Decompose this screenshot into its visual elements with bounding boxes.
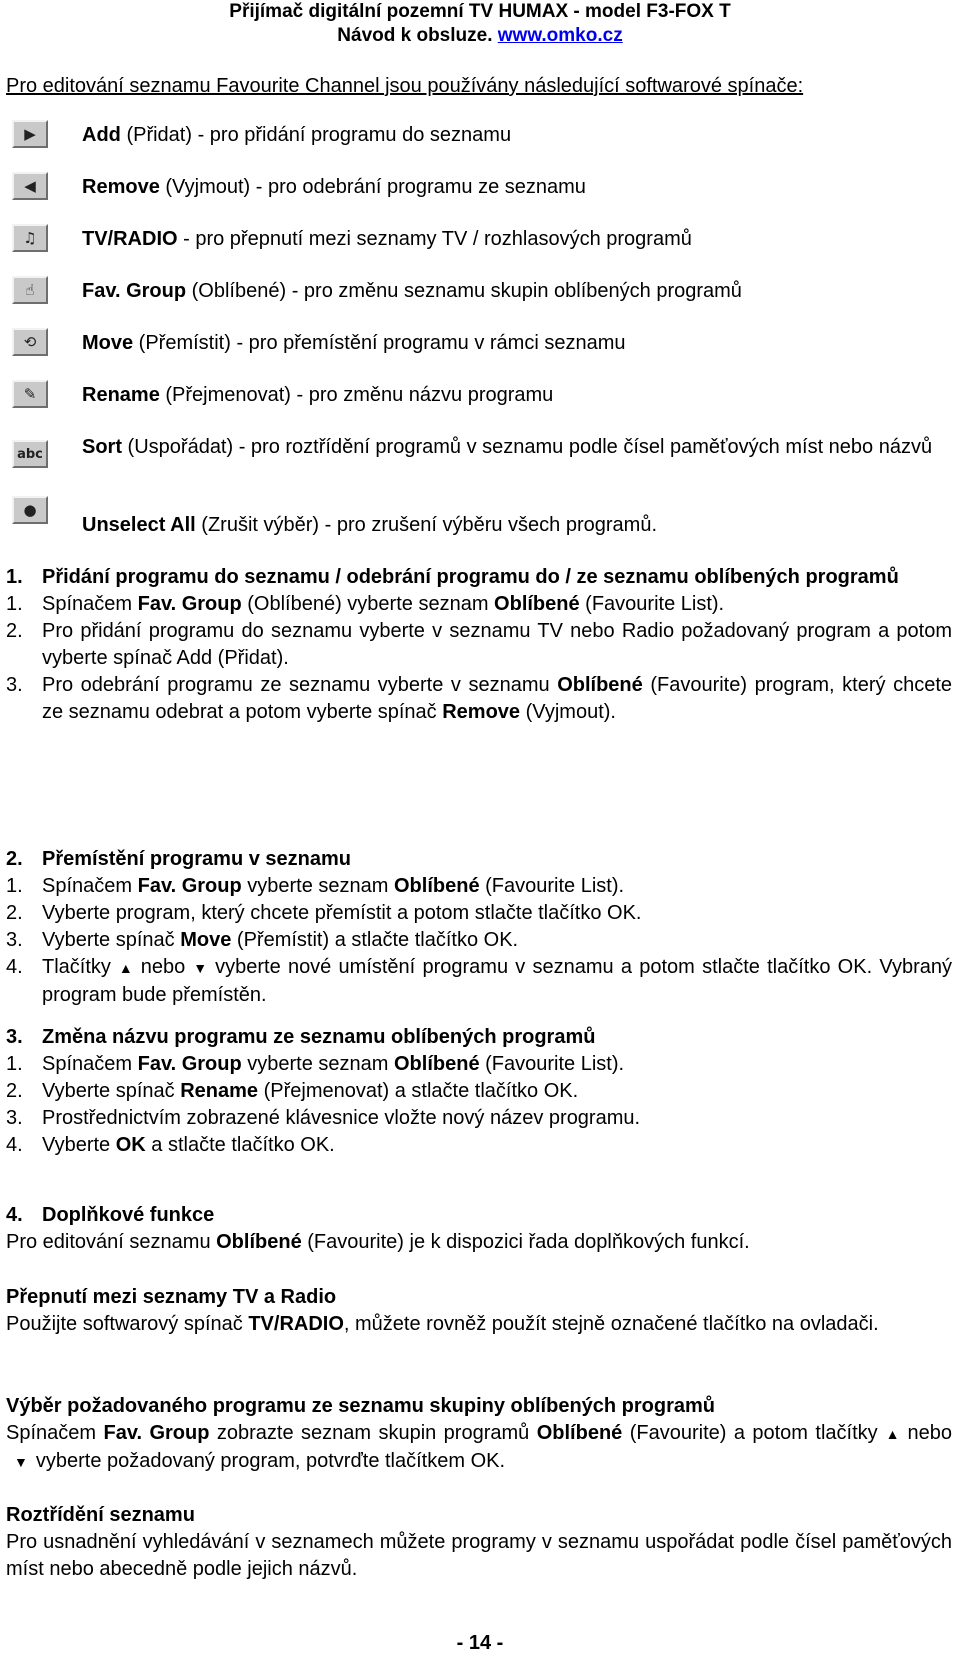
header-subtitle [0,24,960,48]
intro-text: Pro editování seznamu Favourite Channel jsou používány následující softwarové spínače: [6,75,804,97]
text: (Favourite) a potom tlačítky [622,1422,878,1444]
text: vyberte nové umístění programu v seznamu a potom stlačte tlačítko OK. Vybraný program bude přemístěn. [42,956,952,1006]
text: a stlačte tlačítko OK. [145,1134,335,1156]
switch-desc: (Přidat) - pro přidání programu do seznamu [120,124,512,146]
play-right-icon: ▶ [12,120,48,148]
switch-desc: (Oblíbené) - pro změnu seznamu skupin oblíbených programů [186,280,742,302]
text-bold: Fav. Group [137,1053,242,1075]
text: (Favourite List). [479,1053,625,1075]
text-bold: Oblíbené [557,674,643,696]
person-icon: ● [12,496,48,524]
section-title: Přidání programu do seznamu / odebrání programu do / ze seznamu oblíbených programů [42,566,899,588]
text-bold: Oblíbené [394,875,480,897]
up-arrow-icon: ▲ [118,960,133,976]
switch-name: Unselect All [82,514,196,536]
text: zobrazte seznam skupin programů [209,1422,537,1444]
paragraph [6,1311,952,1338]
down-arrow-icon: ▼ [14,1454,28,1470]
section-number: 2. [6,848,23,870]
item-number: 3. [6,1107,23,1129]
section-2-heading [6,846,952,873]
subsection-sort [6,1502,952,1583]
list-item [6,618,952,672]
subsection-title: Přepnutí mezi seznamy TV a Radio [6,1286,337,1308]
text: (Favourite List). [579,593,725,615]
text: Vyberte spínač [42,1080,181,1102]
section-2 [6,846,952,1009]
up-arrow-icon: ▲ [885,1426,900,1442]
list-item [6,900,952,927]
section-title: Přemístění programu v seznamu [42,848,351,870]
page-number: - 14 - [456,1632,504,1654]
text-bold: Oblíbené [494,593,580,615]
text-bold: Oblíbené [394,1053,480,1075]
switch-desc: (Přejmenovat) - pro změnu názvu programu [159,384,554,406]
switch-item-rename [82,382,952,409]
list-item [6,927,952,954]
item-number: 3. [6,674,23,696]
text: Tlačítky [42,956,111,978]
text-bold: Fav. Group [103,1422,210,1444]
down-arrow-icon: ▼ [193,960,208,976]
switch-item-unselect-all [82,512,952,539]
subsection-title: Výběr požadovaného programu ze seznamu skupiny oblíbených programů [6,1395,716,1417]
list-item [6,1105,952,1132]
music-note-icon: ♫ [12,224,48,252]
section-number: 1. [6,566,23,588]
text: Spínačem [42,1053,138,1075]
switch-name: TV/RADIO [82,228,178,250]
section-1-heading [6,564,952,591]
text-bold: Oblíbené [216,1231,302,1253]
section-title: Změna názvu programu ze seznamu oblíbených programů [42,1026,596,1048]
text-bold: Remove [442,701,521,723]
text: Spínačem [42,593,138,615]
section-number: 3. [6,1026,23,1048]
switch-item-fav-group [82,278,952,305]
switch-desc: (Uspořádat) - pro roztřídění programů v seznamu podle čísel paměťových míst nebo názvů [122,436,933,458]
item-number: 1. [6,593,23,615]
header-title: Přijímač digitální pozemní TV HUMAX - model F3-FOX T [229,1,731,22]
item-number: 3. [6,929,23,951]
switch-desc: (Zrušit výběr) - pro zrušení výběru všech programů. [195,514,658,536]
text-bold: TV/RADIO [248,1313,344,1335]
paragraph: Pro usnadnění vyhledávání v seznamech můžete programy v seznamu uspořádat podle čísel paměťových míst nebo abecedně podle jejich názvů. [6,1531,952,1580]
text: Pro odebrání programu ze seznamu vyberte v seznamu [42,674,558,696]
switch-item-sort [82,434,952,461]
switch-desc: - pro přepnutí mezi seznamy TV / rozhlasových programů [177,228,692,250]
text: vyberte seznam [241,1053,394,1075]
text: , můžete rovněž použít stejně označené tlačítko na ovladači. [343,1313,879,1335]
text: Pro přidání programu do seznamu vyberte v seznamu TV nebo Radio požadovaný program a potom vyberte spínač Add (Přidat). [42,620,952,669]
text-bold: Move [180,929,232,951]
hand-folder-icon: ☝ [12,276,48,304]
switch-item-tv-radio [82,226,952,253]
switch-desc: (Přemístit) - pro přemístění programu v rámci seznamu [133,332,626,354]
item-number: 2. [6,620,23,642]
text: Pro editování seznamu [6,1231,217,1253]
list-item [6,873,952,900]
paragraph [6,1420,952,1476]
play-left-icon: ◀ [12,172,48,200]
move-arrows-icon: ⟲ [12,328,48,356]
paragraph [6,1229,952,1256]
switch-name: Add [82,124,121,146]
section-3 [6,1024,952,1159]
switch-name: Sort [82,436,122,458]
subsection-tv-radio [6,1284,952,1338]
list-item [6,1078,952,1105]
text: Vyberte [42,1134,116,1156]
section-1 [6,564,952,726]
section-4 [6,1202,952,1256]
text: Vyberte program, který chcete přemístit a potom stlačte tlačítko OK. [42,902,642,924]
text: Prostřednictvím zobrazené klávesnice vložte nový název programu. [42,1107,641,1129]
section-3-heading [6,1024,952,1051]
item-number: 4. [6,1134,23,1156]
text-bold: Oblíbené [536,1422,623,1444]
pencil-icon: ✎ [12,380,48,408]
text: (Favourite List). [479,875,625,897]
section-title: Doplňkové funkce [42,1204,215,1226]
text: vyberte seznam [241,875,394,897]
text: Spínačem [6,1422,104,1444]
page-header [0,0,960,48]
item-number: 1. [6,875,23,897]
switch-item-move [82,330,952,357]
text-bold: OK [115,1134,146,1156]
text: (Přemístit) a stlačte tlačítko OK. [231,929,519,951]
switch-name: Remove [82,176,160,198]
switch-item-add [82,122,952,149]
list-item [6,1051,952,1078]
list-item [6,591,952,618]
list-item [6,672,952,726]
text: vyberte požadovaný program, potvrďte tlačítkem OK. [35,1450,506,1472]
list-item [6,954,952,1009]
section-number: 4. [6,1204,23,1226]
text: Použijte softwarový spínač [6,1313,249,1335]
abc-icon: abc [12,440,48,468]
text: (Favourite) program, který chcete ze seznamu odebrat a potom vyberte spínač [42,674,952,723]
text-bold: Fav. Group [137,875,242,897]
item-number: 4. [6,956,23,978]
item-number: 2. [6,1080,23,1102]
switch-name: Fav. Group [82,280,187,302]
section-4-heading [6,1202,952,1229]
switch-item-remove [82,174,952,201]
text: Vyberte spínač [42,929,181,951]
switch-name: Rename [82,384,160,406]
list-item [6,1132,952,1159]
subsection-title: Roztřídění seznamu [6,1504,195,1526]
item-number: 1. [6,1053,23,1075]
text: nebo [907,1422,952,1444]
text-bold: Fav. Group [137,593,242,615]
text: (Oblíbené) vyberte seznam [241,593,495,615]
item-number: 2. [6,902,23,924]
switch-desc: (Vyjmout) - pro odebrání programu ze seznamu [159,176,586,198]
text: (Favourite) je k dispozici řada doplňkových funkcí. [301,1231,750,1253]
text: (Přejmenovat) a stlačte tlačítko OK. [258,1080,579,1102]
subsection-fav-select [6,1393,952,1476]
switch-name: Move [82,332,134,354]
text: Spínačem [42,875,138,897]
header-prefix: Návod k obsluze. [337,25,498,46]
text-bold: Rename [180,1080,259,1102]
text: (Vyjmout). [520,701,616,723]
text: nebo [140,956,186,978]
website-link[interactable]: www.omko.cz [497,25,623,46]
